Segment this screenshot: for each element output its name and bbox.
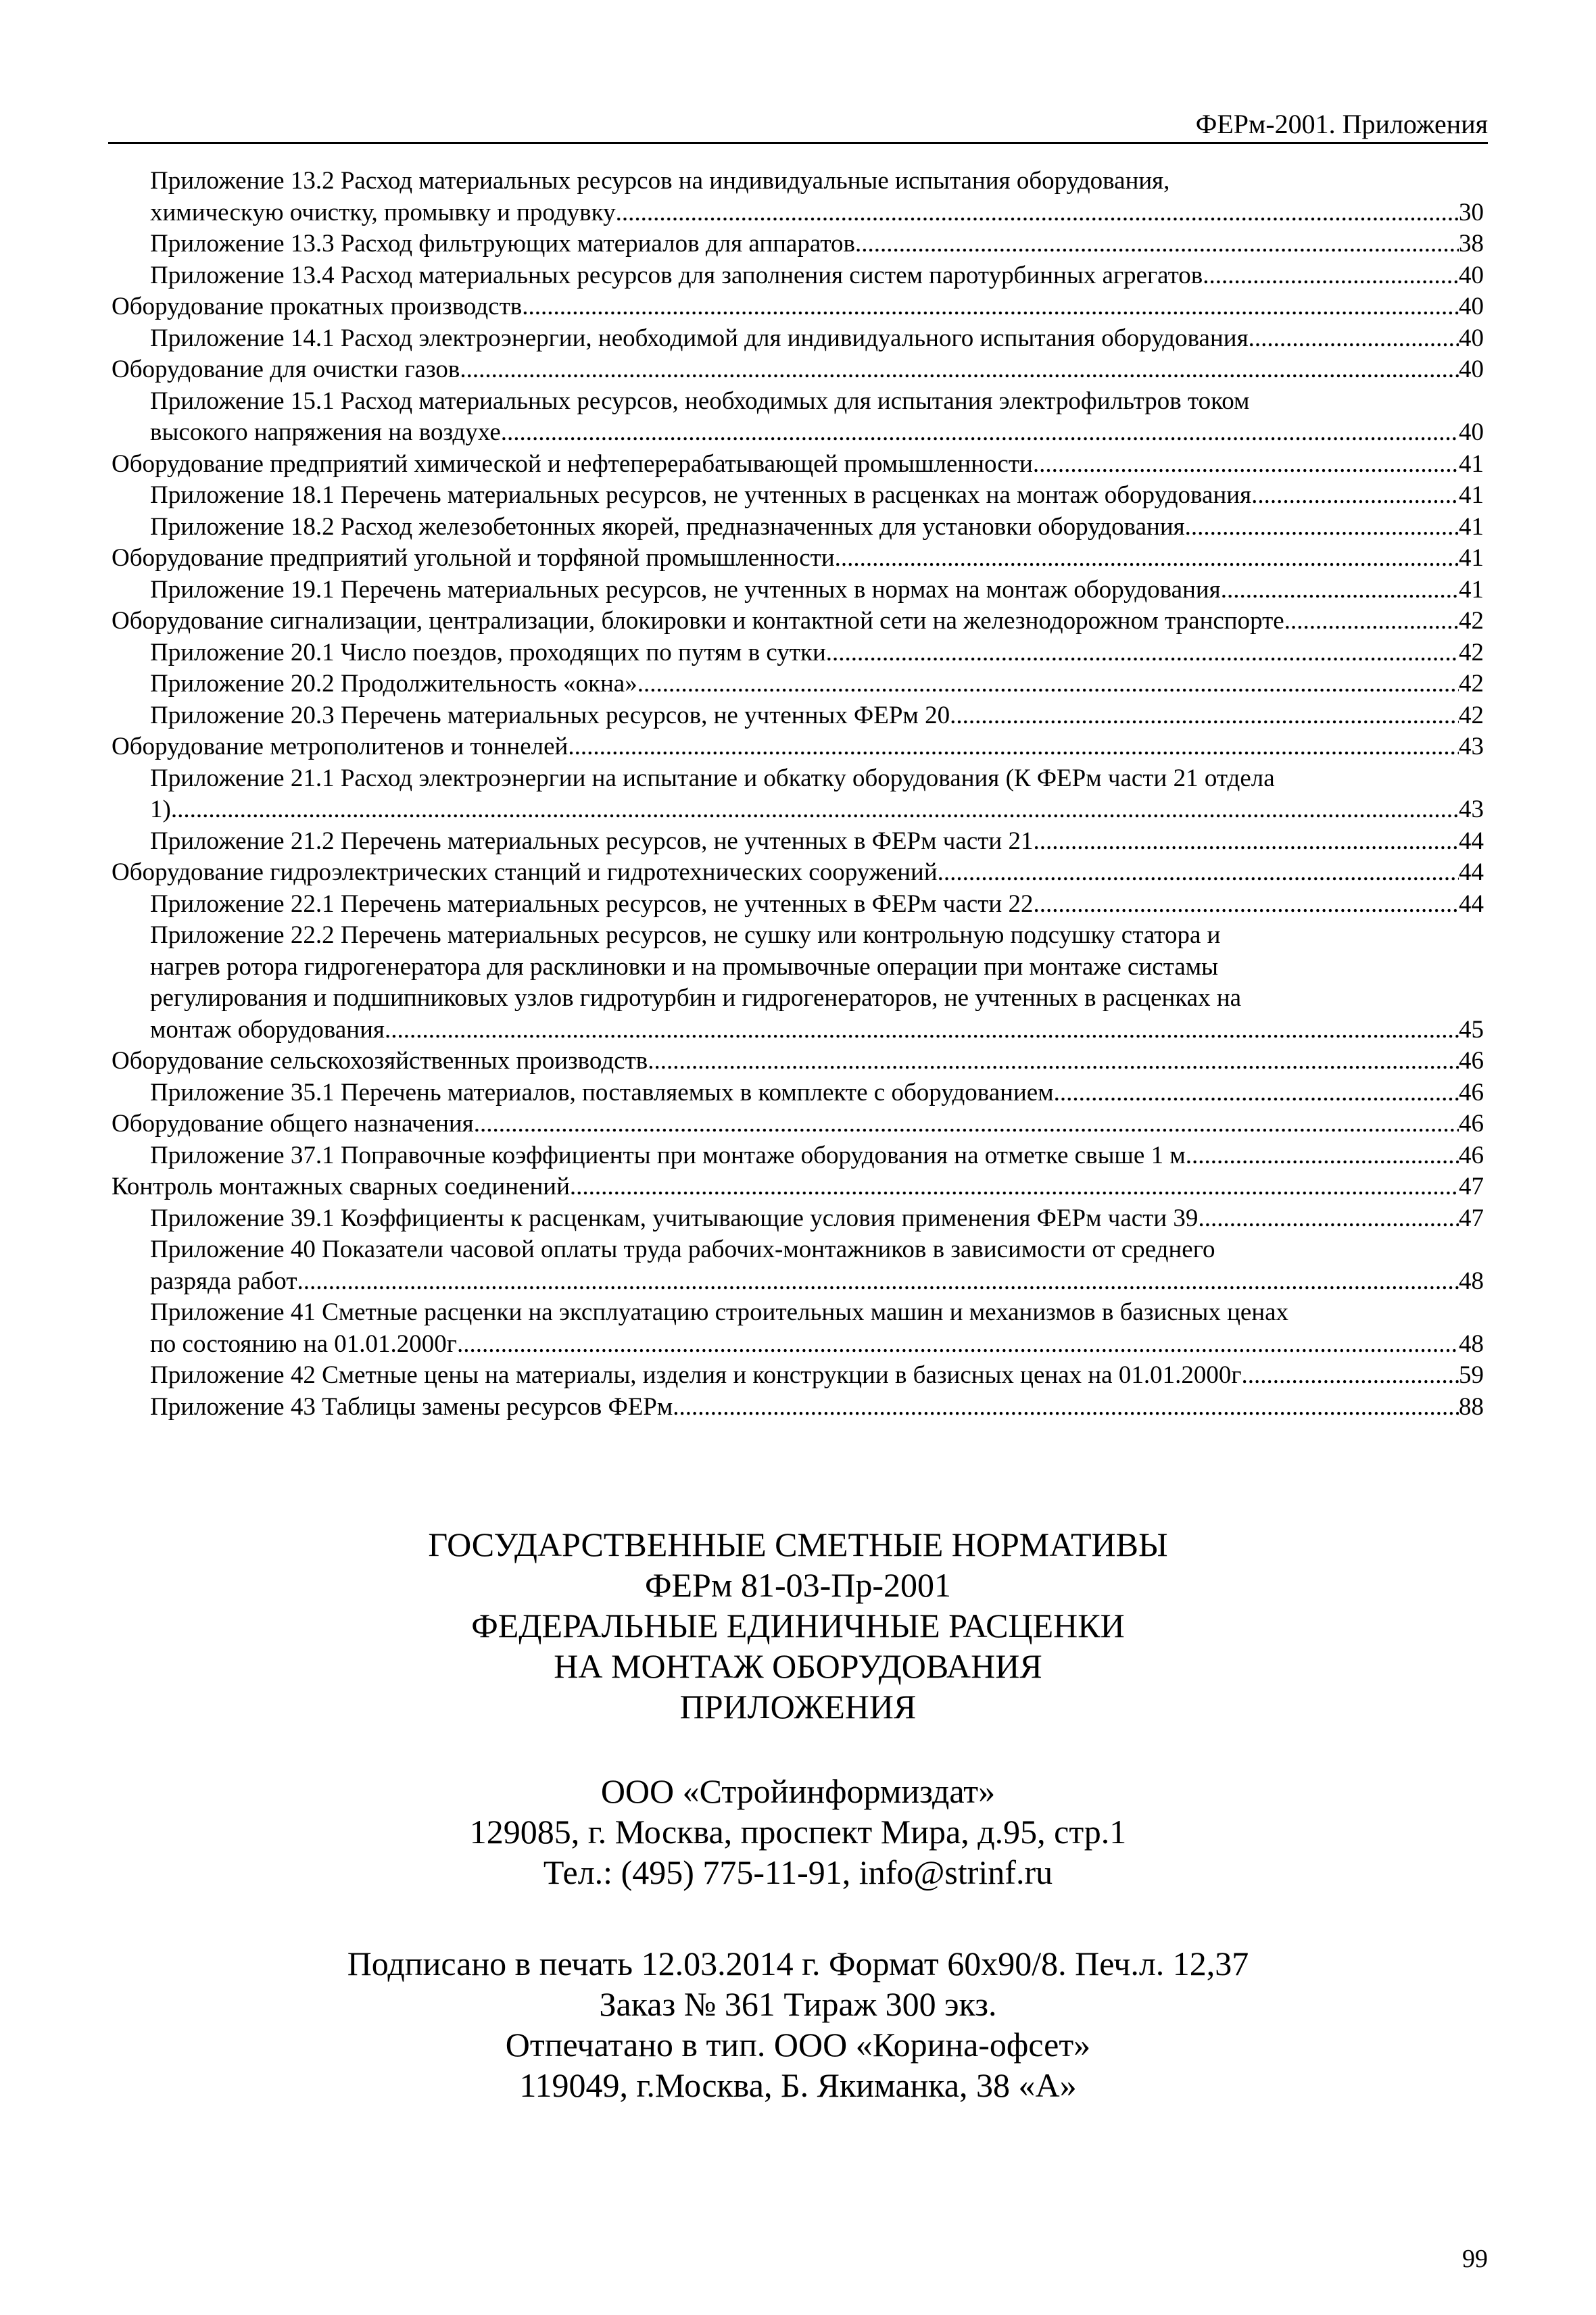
- toc-entry-title-line: Оборудование метрополитенов и тоннелей: [112, 733, 569, 760]
- toc-entry-line: [150, 637, 1484, 669]
- toc-section: [112, 1108, 1484, 1140]
- toc-entry-title-line: Приложение 42 Сметные цены на материалы, изделия и конструкции в базисных ценах на 01.01.2000г: [150, 1361, 1242, 1389]
- dot-leader: [568, 731, 1459, 763]
- dot-leader: [637, 668, 1459, 700]
- toc-entry-title-line: Приложение 14.1 Расход электроэнергии, необходимой для индивидуального испытания оборудования: [150, 324, 1249, 352]
- toc-appendix: [112, 668, 1484, 700]
- toc-section: [112, 1171, 1484, 1203]
- toc-entry-line: [112, 354, 1484, 386]
- toc-entry-title-line: разряда работ: [150, 1267, 297, 1295]
- imprint-title-line: ФЕДЕРАЛЬНЫЕ ЕДИНИЧНЫЕ РАСЦЕНКИ: [471, 1607, 1125, 1644]
- toc-page-number: 88: [1459, 1392, 1484, 1421]
- toc-entry-title-line: Оборудование предприятий угольной и торфяной промышленности: [112, 544, 835, 572]
- toc-page-number: 40: [1459, 418, 1484, 446]
- toc-entry-title-line: Приложение 37.1 Поправочные коэффициенты при монтаже оборудования на отметке свыше 1 м: [150, 1141, 1186, 1169]
- toc-entry-title-line: Приложение 20.3 Перечень материальных ресурсов, не учтенных ФЕРм 20: [150, 701, 950, 729]
- toc-entry-title-line: нагрев ротора гидрогенератора для расклиновки и на промывочные операции при монтаже систамы: [150, 952, 1219, 981]
- toc-page-number: 46: [1459, 1141, 1484, 1169]
- toc-section: [112, 857, 1484, 889]
- toc-entry-title-line: Оборудование предприятий химической и нефтеперерабатывающей промышленности: [112, 449, 1033, 478]
- toc-entry-line: [112, 543, 1484, 575]
- toc-entry-line: [150, 323, 1484, 355]
- dot-leader: [1251, 480, 1459, 512]
- toc-entry-title-line: Приложение 41 Сметные расценки на эксплуатацию строительных машин и механизмов в базисных ценах: [150, 1298, 1289, 1326]
- toc-page-number: 41: [1459, 575, 1484, 604]
- dot-leader: [1033, 449, 1459, 481]
- toc-page-number: 48: [1459, 1267, 1484, 1295]
- dot-leader: [835, 543, 1459, 575]
- page-number: 99: [1462, 2245, 1488, 2273]
- dot-leader: [1221, 575, 1459, 606]
- toc-entry-title-line: Приложение 21.2 Перечень материальных ресурсов, не учтенных в ФЕРм части 21: [150, 827, 1034, 855]
- toc-entry-title-line: по состоянию на 01.01.2000г: [150, 1330, 457, 1358]
- toc-entry-title-line: Приложение 13.3 Расход фильтрующих материалов для аппаратов: [150, 230, 855, 258]
- dot-leader: [385, 1015, 1459, 1046]
- toc-entry-title-line: Приложение 18.1 Перечень материальных ресурсов, не учтенных в расценках на монтаж оборудования: [150, 481, 1252, 509]
- dot-leader: [457, 1329, 1459, 1361]
- toc-appendix: [112, 228, 1484, 260]
- toc-entry-title-line: монтаж оборудования: [150, 1015, 385, 1044]
- toc-appendix: [112, 1297, 1484, 1360]
- toc-entry-line: [112, 1171, 1484, 1203]
- toc-appendix: [112, 920, 1484, 1046]
- toc-page-number: 40: [1459, 293, 1484, 320]
- toc-entry-title-line: высокого напряжения на воздухе: [150, 418, 501, 446]
- toc-page-number: 46: [1459, 1047, 1484, 1075]
- toc-entry-title-line: Приложение 13.4 Расход материальных ресурсов для заполнения систем паротурбинных агрегатов: [150, 261, 1203, 289]
- toc-appendix: [112, 637, 1484, 669]
- dot-leader: [950, 700, 1459, 732]
- toc-page-number: 42: [1459, 670, 1484, 698]
- toc-section: [112, 354, 1484, 386]
- toc-entry-line: [112, 1108, 1484, 1140]
- toc-page-number: 43: [1459, 796, 1484, 823]
- toc-appendix: [112, 763, 1484, 826]
- toc-page-number: 40: [1459, 356, 1484, 383]
- toc-page-number: 41: [1459, 512, 1484, 541]
- toc-entry-title-line: Оборудование сигнализации, централизации, блокировки и контактной сети на железнодорожном транспорте: [112, 607, 1284, 635]
- toc-entry-title-line: Оборудование гидроэлектрических станций и гидротехнических сооружений: [112, 858, 938, 886]
- dot-leader: [1242, 1360, 1459, 1392]
- toc-entry-line: [150, 260, 1484, 292]
- toc-appendix: [112, 1077, 1484, 1109]
- toc-entry-title-line: Приложение 19.1 Перечень материальных ресурсов, не учтенных в нормах на монтаж оборудования: [150, 575, 1221, 604]
- toc-entry-title-line: Приложение 20.1 Число поездов, проходящих по путям в сутки: [150, 638, 826, 666]
- toc-entry-line: [112, 731, 1484, 763]
- toc-section: [112, 731, 1484, 763]
- toc-page-number: 30: [1459, 198, 1484, 226]
- toc-page-number: 38: [1459, 230, 1484, 258]
- toc-appendix: [112, 260, 1484, 292]
- toc-page-number: 47: [1459, 1204, 1484, 1232]
- toc-entry-title-line: Приложение 21.1 Расход электроэнергии на испытание и обкатку оборудования (К ФЕРм части 21 отдела: [150, 764, 1275, 792]
- toc-page-number: 42: [1459, 607, 1484, 635]
- toc-entry-title-line: Приложение 22.1 Перечень материальных ресурсов, не учтенных в ФЕРм части 22: [150, 890, 1034, 918]
- toc-page-number: 46: [1459, 1078, 1484, 1106]
- toc-page-number: 40: [1459, 324, 1484, 352]
- toc-appendix: [112, 1140, 1484, 1172]
- toc-entry-line: [150, 700, 1484, 732]
- dot-leader: [1185, 512, 1459, 543]
- imprint-title-line: ФЕРм 81-03-Пр-2001: [644, 1566, 952, 1604]
- toc-entry-line: [112, 1046, 1484, 1077]
- toc-page-number: 44: [1459, 890, 1484, 918]
- toc-page-number: 43: [1459, 733, 1484, 760]
- toc-page-number: 46: [1459, 1110, 1484, 1138]
- toc-entry-line: [150, 512, 1484, 543]
- toc-page-number: 47: [1459, 1173, 1484, 1200]
- toc-entry-line: [150, 889, 1484, 921]
- toc-page-number: 44: [1459, 858, 1484, 886]
- dot-leader: [1033, 826, 1459, 858]
- toc-page-number: 40: [1459, 261, 1484, 289]
- running-header: ФЕРм-2001. Приложения: [1195, 109, 1488, 139]
- toc-entry-line: [112, 291, 1484, 323]
- dot-leader: [826, 637, 1459, 669]
- toc-entry-line: [150, 1329, 1484, 1361]
- toc-section: [112, 1046, 1484, 1077]
- dot-leader: [570, 1171, 1459, 1203]
- dot-leader: [474, 1108, 1459, 1140]
- toc-entry-title-line: Приложение 43 Таблицы замены ресурсов ФЕРм: [150, 1392, 673, 1421]
- dot-leader: [1186, 1140, 1459, 1172]
- dot-leader: [297, 1266, 1459, 1298]
- toc-entry-title-line: 1): [150, 796, 171, 823]
- toc-section: [112, 606, 1484, 637]
- dot-leader: [673, 1392, 1459, 1423]
- dot-leader: [501, 417, 1459, 449]
- toc-appendix: [112, 323, 1484, 355]
- toc-appendix: [112, 480, 1484, 512]
- toc-entry-line: [112, 606, 1484, 637]
- imprint-title-line: НА МОНТАЖ ОБОРУДОВАНИЯ: [554, 1647, 1042, 1685]
- toc-entry-title-line: регулирования и подшипниковых узлов гидротурбин и гидрогенераторов, не учтенных в расценках на: [150, 984, 1242, 1012]
- print-info-line: Заказ № 361 Тираж 300 экз.: [599, 1985, 997, 2023]
- toc-page-number: 42: [1459, 701, 1484, 729]
- toc-entry-title-line: Приложение 15.1 Расход материальных ресурсов, необходимых для испытания электрофильтров током: [150, 387, 1250, 415]
- toc-appendix: [112, 386, 1484, 449]
- print-info-line: Подписано в печать 12.03.2014 г. Формат 60х90/8. Печ.л. 12,37: [347, 1945, 1249, 1982]
- toc-section: [112, 291, 1484, 323]
- dot-leader: [1249, 323, 1459, 355]
- toc-entry-line: [150, 480, 1484, 512]
- toc-entry-line: [150, 197, 1484, 229]
- toc-entry-line: [150, 668, 1484, 700]
- table-of-contents: [112, 166, 1484, 1423]
- dot-leader: [648, 1046, 1459, 1077]
- dot-leader: [1054, 1077, 1459, 1109]
- toc-entry-title-line: Приложение 20.2 Продолжительность «окна»: [150, 670, 637, 698]
- toc-entry-title-line: Оборудование общего назначения: [112, 1110, 474, 1138]
- dot-leader: [522, 291, 1459, 323]
- toc-section: [112, 543, 1484, 575]
- toc-entry-line: [112, 857, 1484, 889]
- toc-appendix: [112, 889, 1484, 921]
- toc-section: [112, 449, 1484, 481]
- toc-entry-title-line: Приложение 35.1 Перечень материалов, поставляемых в комплекте с оборудованием: [150, 1078, 1054, 1106]
- publisher-line: 129085, г. Москва, проспект Мира, д.95, стр.1: [469, 1813, 1127, 1851]
- toc-appendix: [112, 575, 1484, 606]
- dot-leader: [1198, 1203, 1459, 1235]
- imprint-title-block: [0, 1524, 1596, 1727]
- toc-entry-line: [150, 417, 1484, 449]
- toc-entry-title-line: Оборудование сельскохозяйственных производств: [112, 1047, 648, 1075]
- toc-entry-line: [150, 1203, 1484, 1235]
- toc-page-number: 41: [1459, 544, 1484, 572]
- toc-entry-line: [150, 1392, 1484, 1423]
- dot-leader: [938, 857, 1459, 889]
- toc-entry-line: [150, 1140, 1484, 1172]
- imprint-title-line: ПРИЛОЖЕНИЯ: [679, 1688, 917, 1726]
- toc-entry-title-line: Приложение 40 Показатели часовой оплаты труда рабочих-монтажников в зависимости от среднего: [150, 1236, 1215, 1263]
- print-info-line: 119049, г.Москва, Б. Якиманка, 38 «А»: [519, 2066, 1077, 2104]
- toc-entry-title-line: Оборудование для очистки газов: [112, 356, 460, 383]
- dot-leader: [1203, 260, 1459, 292]
- publisher-line: ООО «Стройинформиздат»: [600, 1772, 996, 1810]
- toc-entry-line: [150, 228, 1484, 260]
- toc-entry-line: [112, 449, 1484, 481]
- toc-entry-title-line: Оборудование прокатных производств: [112, 293, 523, 320]
- toc-appendix: [112, 1360, 1484, 1392]
- toc-entry-line: [150, 575, 1484, 606]
- toc-page-number: 41: [1459, 449, 1484, 478]
- toc-entry-title-line: Приложение 13.2 Расход материальных ресурсов на индивидуальные испытания оборудования,: [150, 167, 1170, 195]
- toc-entry-title-line: химическую очистку, промывку и продувку: [150, 198, 616, 226]
- toc-appendix: [112, 166, 1484, 228]
- toc-page-number: 41: [1459, 481, 1484, 509]
- header-rule: [108, 142, 1488, 144]
- toc-entry-line: [150, 794, 1484, 826]
- toc-entry-line: [150, 1077, 1484, 1109]
- toc-page-number: 44: [1459, 827, 1484, 855]
- dot-leader: [171, 794, 1459, 826]
- toc-appendix: [112, 1203, 1484, 1235]
- toc-entry-line: [150, 1360, 1484, 1392]
- dot-leader: [616, 197, 1459, 229]
- print-info-line: Отпечатано в тип. ООО «Корина-офсет»: [505, 2026, 1091, 2064]
- toc-appendix: [112, 512, 1484, 543]
- dot-leader: [460, 354, 1459, 386]
- toc-entry-title-line: Приложение 22.2 Перечень материальных ресурсов, не сушку или контрольную подсушку статора и: [150, 921, 1221, 949]
- toc-entry-line: [150, 826, 1484, 858]
- toc-page-number: 45: [1459, 1015, 1484, 1044]
- toc-page-number: 59: [1459, 1361, 1484, 1389]
- toc-appendix: [112, 826, 1484, 858]
- toc-entry-title-line: Приложение 18.2 Расход железобетонных якорей, предназначенных для установки оборудования: [150, 512, 1185, 541]
- toc-page-number: 48: [1459, 1330, 1484, 1358]
- toc-entry-line: [150, 1266, 1484, 1298]
- dot-leader: [855, 228, 1459, 260]
- toc-appendix: [112, 700, 1484, 732]
- dot-leader: [1284, 606, 1459, 637]
- toc-entry-title-line: Контроль монтажных сварных соединений: [112, 1173, 570, 1200]
- toc-page-number: 42: [1459, 638, 1484, 666]
- toc-appendix: [112, 1392, 1484, 1423]
- toc-entry-line: [150, 1015, 1484, 1046]
- imprint-title-line: ГОСУДАРСТВЕННЫЕ СМЕТНЫЕ НОРМАТИВЫ: [428, 1526, 1168, 1563]
- print-info-block: [0, 1943, 1596, 2105]
- toc-entry-title-line: Приложение 39.1 Коэффициенты к расценкам, учитывающие условия применения ФЕРм части 39: [150, 1204, 1199, 1232]
- toc-appendix: [112, 1234, 1484, 1297]
- publisher-block: [0, 1771, 1596, 1893]
- publisher-line: Тел.: (495) 775-11-91, info@strinf.ru: [543, 1853, 1053, 1891]
- dot-leader: [1033, 889, 1459, 921]
